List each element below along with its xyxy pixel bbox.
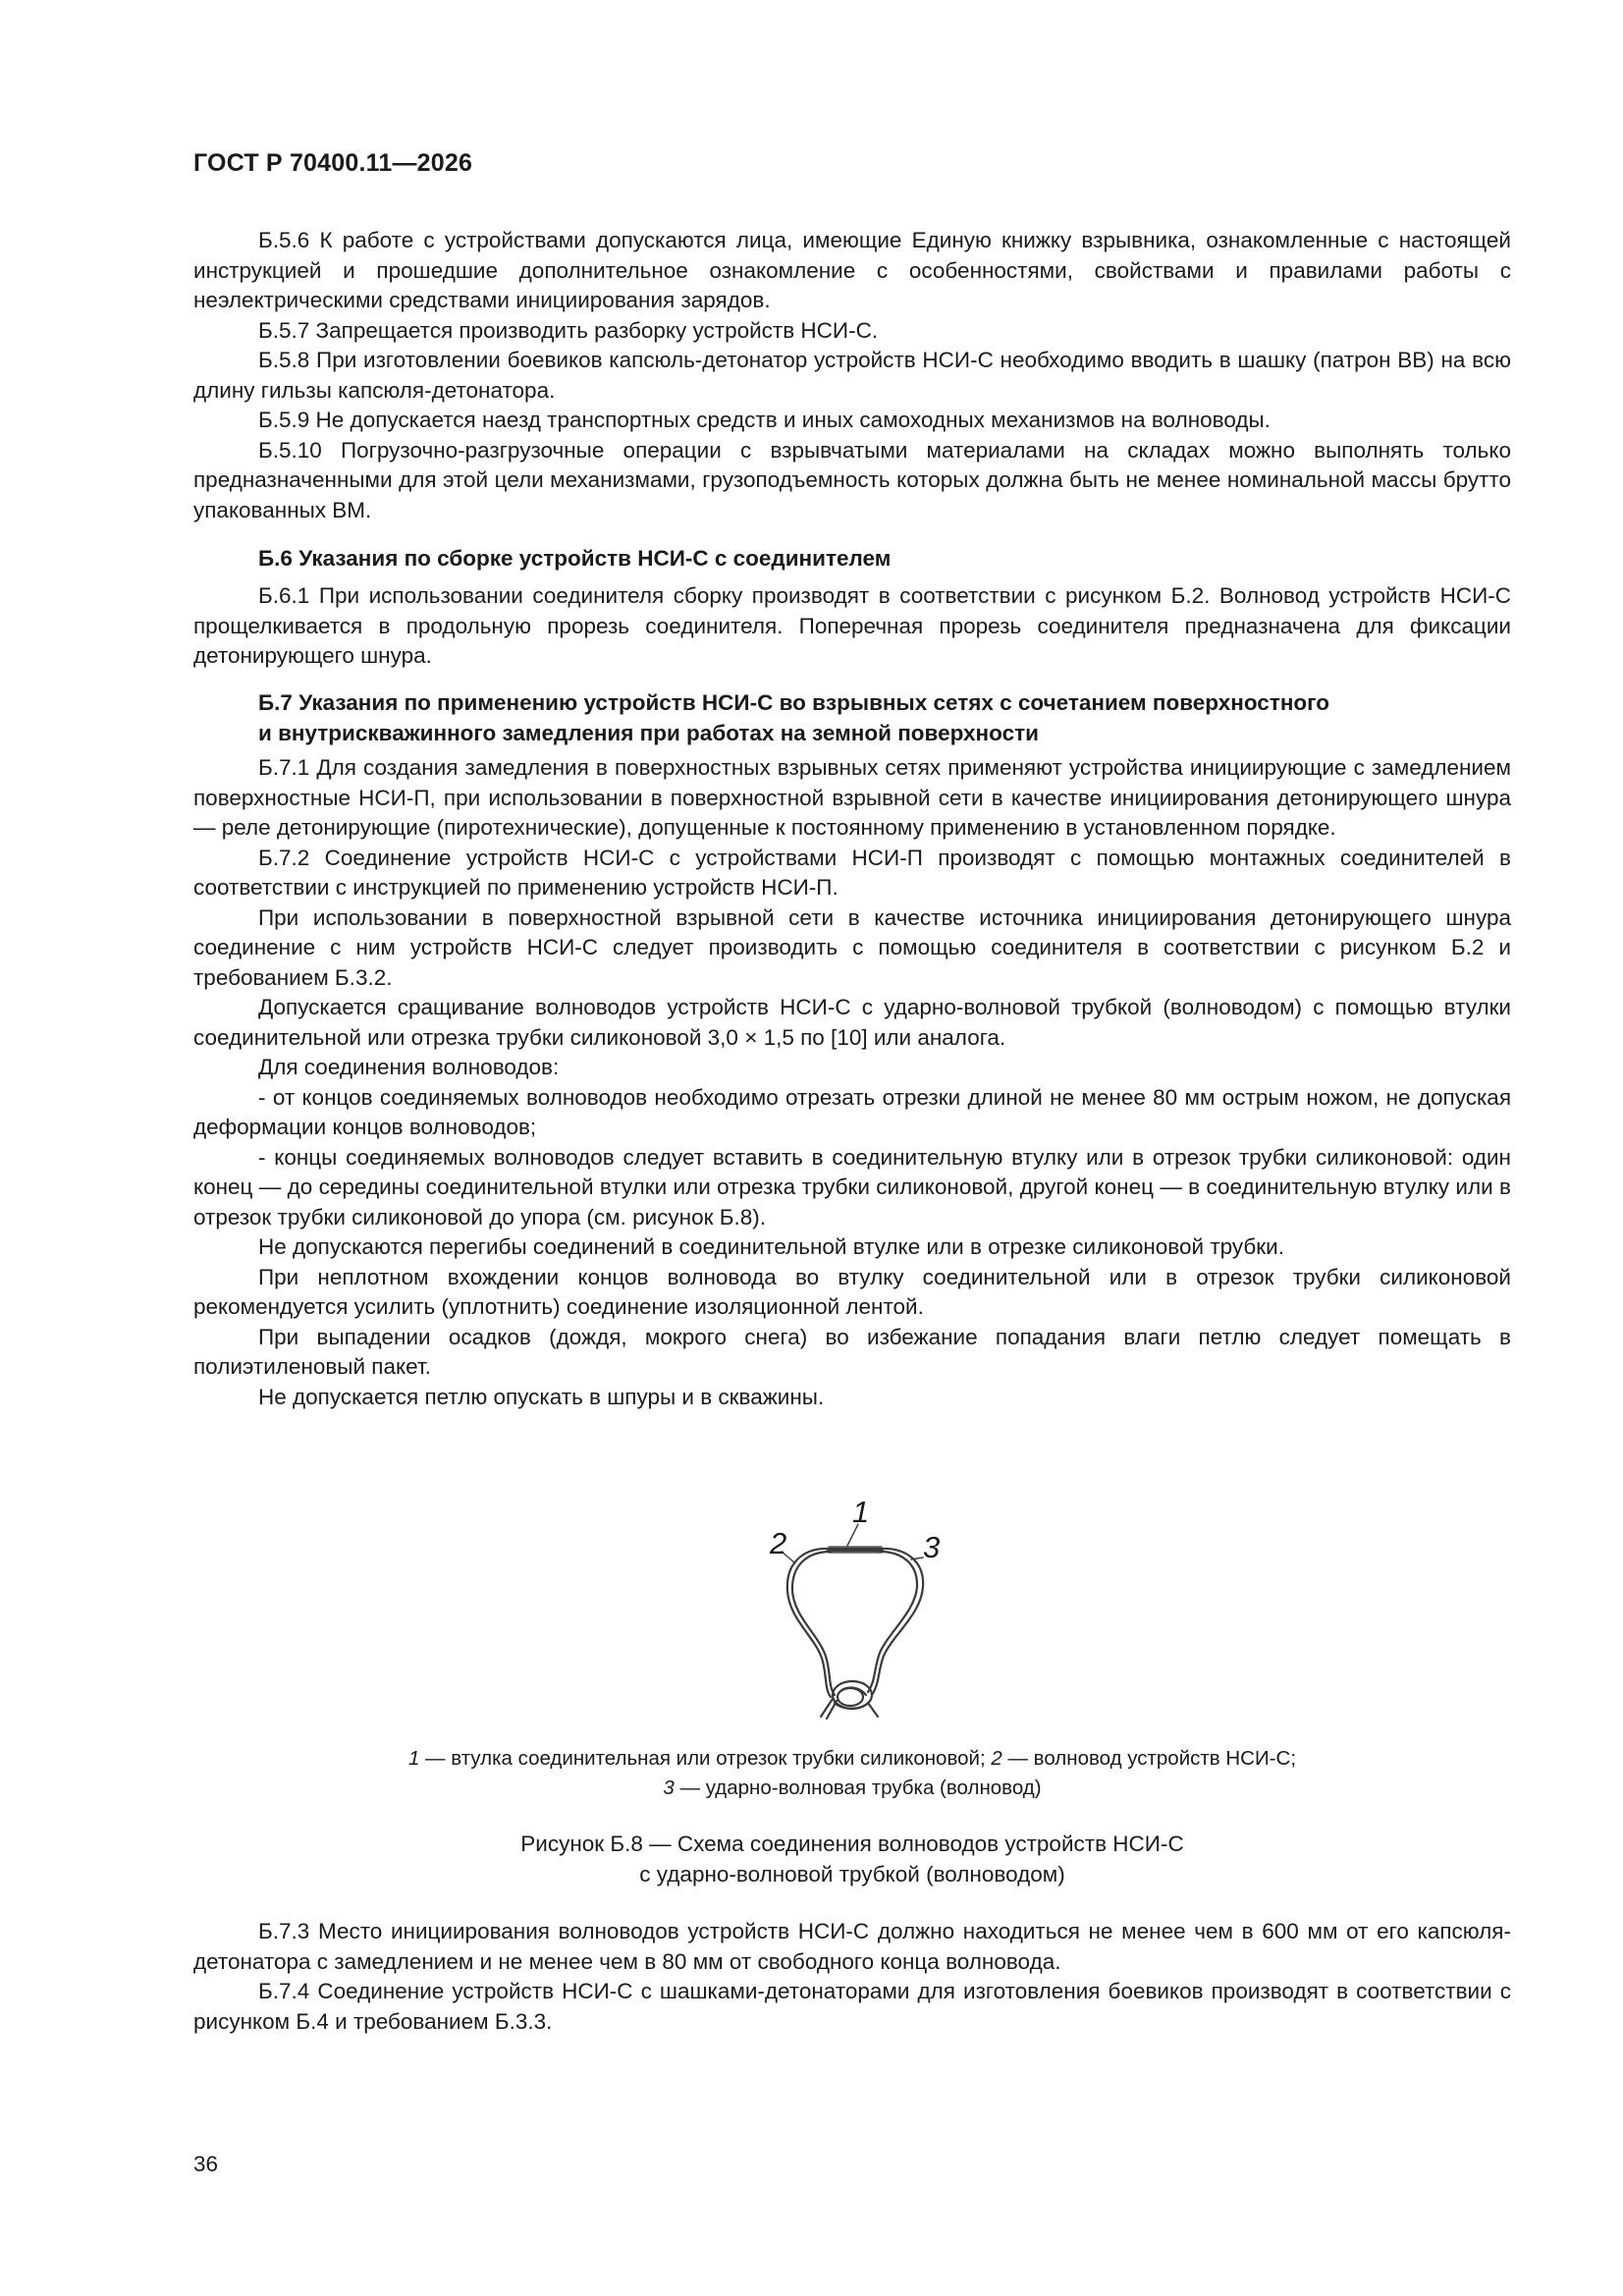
legend-line-1 — [193, 1744, 1511, 1774]
page-number: 36 — [193, 2152, 219, 2176]
paragraph-tape: При неплотном вхождении концов волновода во втулку соединительной или в отрезок трубки силиконовой рекомендуется усилить (уплотнить) соединение изоляционной лентой. — [193, 1264, 1511, 1319]
list-item-cut-ends: - от концов соединяемых волноводов необходимо отрезать отрезки длиной не менее 80 мм острым ножом, не допуская деформации концов волноводов; — [193, 1084, 1511, 1139]
paragraph-no-kinks: Не допускаются перегибы соединений в соединительной втулке или в отрезке силиконовой трубки. — [258, 1234, 1284, 1259]
figure-label-2: 2 — [770, 1526, 787, 1560]
paragraph-b5-9: Б.5.9 Не допускается наезд транспортных средств и иных самоходных механизмов на волноводы. — [258, 408, 1271, 432]
caption-line-2: с ударно-волновой трубкой (волноводом) — [639, 1862, 1065, 1886]
paragraph-b5-8: Б.5.8 При изготовлении боевиков капсюль-детонатор устройств НСИ-С необходимо вводить в шашку (патрон ВВ) на всю длину гильзы капсюля-детонатора. — [193, 348, 1511, 403]
paragraph-b6-1: Б.6.1 При использовании соединителя сборку производят в соответствии с рисунком Б.2. Волновод устройств НСИ-С прощелкивается в продольную прорезь соединителя. Поперечная прорезь соединителя предназначена для фиксации детонирующего шнура. — [193, 583, 1511, 668]
legend-text-2: — волновод устройств НСИ-С; — [1001, 1747, 1297, 1770]
caption-line-1: Рисунок Б.8 — Схема соединения волноводов устройств НСИ-С — [520, 1831, 1184, 1856]
paragraph-b7-4: Б.7.4 Соединение устройств НСИ-С с шашками-детонаторами для изготовления боевиков производят в соответствии с рисунком Б.4 и требованием Б.3.3. — [193, 1979, 1511, 2034]
legend-line-2 — [193, 1774, 1511, 1803]
paragraph-b7-2-detonating-cord: При использовании в поверхностной взрывной сети в качестве источника инициирования детонирующего шнура соединение с ним устройств НСИ-С следует производить с помощью соединителя в соответствии с рисунком Б.2 и требованием Б.3.2. — [193, 904, 1511, 990]
paragraph-b7-1: Б.7.1 Для создания замедления в поверхностных взрывных сетях применяют устройства инициирующие с замедлением поверхностные НСИ-П, при использовании в поверхностной взрывной сети в качестве инициирования детонирующего шнура — реле детонирующие (пиротехнические), допущенные к постоянному применению в установленном порядке. — [193, 755, 1511, 840]
list-item-insert-ends: - концы соединяемых волноводов следует вставить в соединительную втулку или в отрезок трубки силиконовой: один конец — до середины соединительной втулки или отрезка трубки силиконовой, другой конец — в соединительную втулку или в отрезок трубки силиконовой до упора (см. рисунок Б.8). — [193, 1144, 1511, 1230]
paragraph-b7-3: Б.7.3 Место инициирования волноводов устройств НСИ-С должно находиться не менее чем в 600 мм от его капсюля-детонатора с замедлением и не менее чем в 80 мм от свободного конца волновода. — [193, 1919, 1511, 1974]
paragraph-b7-2: Б.7.2 Соединение устройств НСИ-С с устройствами НСИ-П производят с помощью монтажных соединителей в соответствии с инструкцией по применению устройств НСИ-П. — [193, 845, 1511, 900]
section-b5-paragraphs — [193, 226, 1511, 525]
waveguide-left-line — [787, 1549, 831, 1697]
paragraph-precipitation: При выпадении осадков (дождя, мокрого снега) во избежание попадания влаги петлю следует помещать в полиэтиленовый пакет. — [193, 1324, 1511, 1379]
figure-b8-caption — [193, 1829, 1511, 1889]
legend-num-3: 3 — [663, 1777, 675, 1799]
paragraph-b5-7: Б.5.7 Запрещается производить разборку устройств НСИ-С. — [258, 317, 879, 343]
legend-num-1: 1 — [407, 1747, 420, 1770]
heading-b7-line1: Б.7 Указания по применению устройств НСИ-С во взрывных сетях с сочетанием поверхностного — [258, 690, 1329, 715]
heading-b7-line2: и внутрискважинного замедления при работах на земной поверхности — [258, 721, 1039, 745]
section-b7-continued — [193, 1917, 1511, 2037]
heading-b6: Б.6 Указания по сборке устройств НСИ-С с соединителем — [258, 546, 892, 571]
legend-text-1: — втулка соединительная или отрезок трубки силиконовой; — [419, 1747, 992, 1770]
legend-text-3: — ударно-волновая трубка (волновод) — [674, 1777, 1042, 1799]
figure-label-3: 3 — [923, 1530, 941, 1564]
section-b6-paragraphs — [193, 581, 1511, 672]
figure-label-1: 1 — [852, 1495, 870, 1529]
paragraph-b7-2-splicing: Допускается сращивание волноводов устройств НСИ-С с ударно-волновой трубкой (волноводом) с помощью втулки соединительной или отрезка трубки силиконовой 3,0 × 1,5 по [10] или аналога. — [193, 995, 1511, 1050]
free-end-left — [821, 1699, 833, 1717]
figure-b8-connection-diagram — [746, 1493, 972, 1723]
section-b7-paragraphs — [193, 753, 1511, 1412]
paragraph-b5-6: Б.5.6 К работе с устройствами допускаются лица, имеющие Единую книжку взрывника, ознакомленные с настоящей инструкцией и прошедшие дополнительное ознакомление с особенностями, свойствами и правилами работы с неэлектрическими средствами инициирования зарядов. — [193, 228, 1511, 312]
heading-b7 — [258, 687, 1511, 748]
free-end-right — [868, 1703, 878, 1717]
paragraph-b5-10: Б.5.10 Погрузочно-разгрузочные операции с взрывчатыми материалами на складах можно выполнять только предназначенными для этой цели механизмами, грузоподъемность которых должна быть не менее номинальной массы брутто упакованных ВМ. — [193, 437, 1511, 522]
legend-num-2: 2 — [991, 1747, 1002, 1770]
figure-b8-legend — [193, 1744, 1511, 1803]
paragraph-b7-2-for-joining: Для соединения волноводов: — [258, 1055, 560, 1079]
document-header: ГОСТ Р 70400.11—2026 — [193, 149, 473, 177]
paragraph-no-loop-in-holes: Не допускается петлю опускать в шпуры и в скважины. — [258, 1384, 825, 1409]
